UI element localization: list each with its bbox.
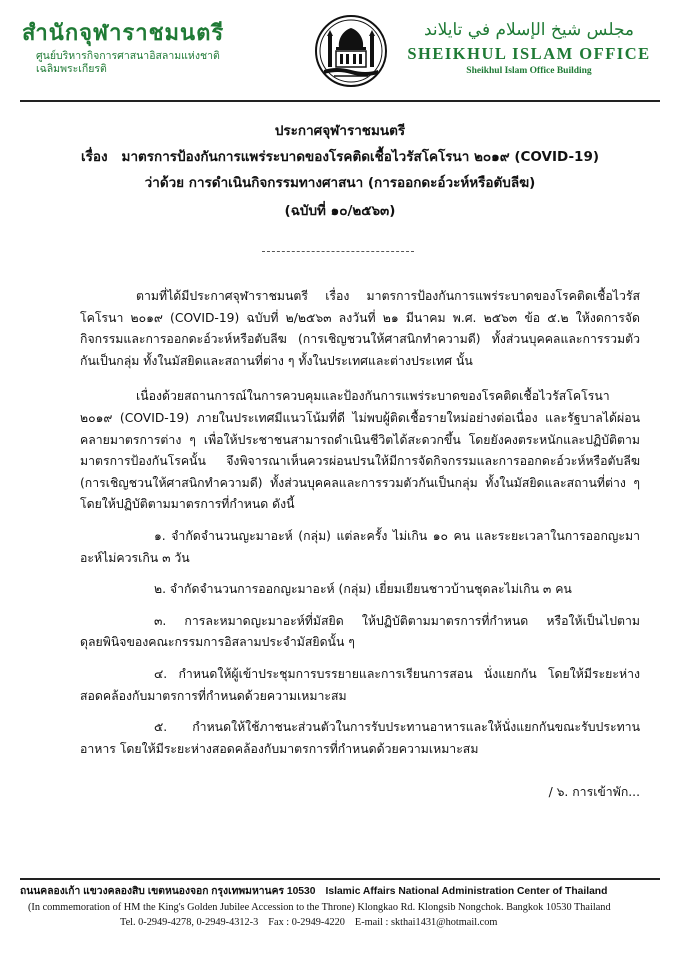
title-line-3: ว่าด้วย การดำเนินกิจกรรมทางศาสนา (การออกดะอ์วะห์หรือตับลีฆ)	[144, 175, 536, 191]
title-subject-text: มาตรการป้องกันการแพร่ระบาดของโรคติดเชื้อไวรัสโคโรนา ๒๐๑๙ (COVID-19)	[121, 149, 600, 165]
measure-item-5: ๕. กำหนดให้ใช้ภาชนะส่วนตัวในการรับประทานอาหารและให้นั่งแยกกันขณะรับประทานอาหาร โดยให้มีระยะห่างสอดคล้องกับมาตรการที่กำหนดด้วยความเหมาะสม	[80, 720, 640, 756]
org-subtitle-1: ศูนย์บริหารกิจการศาสนาอิสลามแห่งชาติ	[36, 50, 220, 62]
letterhead-footer	[20, 884, 660, 931]
letterhead-left	[22, 18, 312, 76]
arabic-calligraphy: مجلس شيخ الإسلام في تايلاند	[423, 20, 635, 40]
measure-item-1: ๑. จำกัดจำนวนญะมาอะห์ (กลุ่ม) แต่ละครั้ง ไม่เกิน ๑๐ คน และระยะเวลาในการออกญะมาอะห์ไม่ควรเกิน ๓ วัน	[80, 528, 640, 565]
continued-marker: / ๖. การเข้าพัก...	[548, 785, 640, 800]
footer-divider	[20, 878, 660, 880]
letterhead-right	[398, 16, 660, 78]
footer-address-thai: ถนนคลองเก้า แขวงคลองสิบ เขตหนองจอก กรุงเทพมหานคร 10530	[20, 886, 316, 897]
footer-contact	[20, 915, 660, 931]
measure-item-2: ๒. จำกัดจำนวนการออกญะมาอะห์ (กลุ่ม) เยี่ยมเยียนชาวบ้านชุดละไม่เกิน ๓ คน	[154, 582, 572, 597]
body-paragraph-1: ตามที่ได้มีประกาศจุฬาราชมนตรี เรื่อง มาตรการป้องกันการแพร่ระบาดของโรคติดเชื้อไวรัสโคโรนา ๒๐๑๙ (COVID-19) ฉบับที่ ๒/๒๕๖๓ ลงวันที่ ๒๑ มีนาคม พ.ศ. ๒๕๖๓ ข้อ ๕.๒ ให้งดการจัดกิจกรรมและการออกดะอ์วะห์หรือตับลีฆ (การเชิญชวนให้ศาสนิกทำความดี) ทั้งส่วนบุคคลและการรวมตัวกันเป็นกลุ่ม ทั้งในมัสยิดและสถานที่ต่าง ๆ ทั้งในประเทศและต่างประเทศ นั้น	[80, 289, 640, 368]
footer-fax: Fax : 0-2949-4220	[268, 917, 345, 928]
measure-item-3: ๓. การละหมาดญะมาอะห์ที่มัสยิด ให้ปฏิบัติตามมาตรการที่กำหนด หรือให้เป็นไปตามดุลยพินิจของคณะกรรมการอิสลามประจำมัสยิดนั้น ๆ	[80, 613, 640, 650]
title-dashed-divider	[262, 251, 414, 252]
office-building-en: Sheikhul Islam Office Building	[466, 66, 592, 76]
office-name-en: SHEIKHUL ISLAM OFFICE	[407, 44, 651, 63]
footer-tel: Tel. 0-2949-4278, 0-2949-4312-3	[120, 917, 259, 928]
announcement-title	[20, 118, 660, 224]
title-line-1: ประกาศจุฬาราชมนตรี	[274, 123, 406, 139]
org-subtitle-2: เฉลิมพระเกียรติ	[36, 63, 107, 75]
announcement-body	[80, 286, 640, 804]
header-divider	[20, 100, 660, 102]
measure-item-4: ๔. กำหนดให้ผู้เข้าประชุมการบรรยายและการเรียนการสอน นั่งแยกกัน โดยให้มีระยะห่างสอดคล้องกับมาตรการที่กำหนดด้วยความเหมาะสม	[80, 666, 640, 703]
mosque-seal-icon	[314, 14, 388, 88]
footer-commemoration: (In commemoration of HM the King's Golden Jubilee Accession to the Throne) Klongkao Rd. Klongsib Nongchok. Bangkok 10530 Thailand	[28, 901, 611, 913]
org-name-thai: สำนักจุฬาราชมนตรี	[22, 21, 225, 46]
footer-center-name: Islamic Affairs National Administration Center of Thailand	[325, 886, 608, 897]
title-subject-label: เรื่อง	[80, 149, 108, 165]
title-line-4: (ฉบับที่ ๑๐/๒๕๖๓)	[284, 203, 396, 219]
title-line-2	[20, 144, 660, 170]
footer-email: E-mail : skthai1431@hotmail.com	[354, 917, 498, 928]
body-paragraph-2: เนื่องด้วยสถานการณ์ในการควบคุมและป้องกันการแพร่ระบาดของโรคติดเชื้อไวรัสโคโรนา ๒๐๑๙ (COVID-19) ภายในประเทศมีแนวโน้มที่ดี ไม่พบผู้ติดเชื้อรายใหม่อย่างต่อเนื่อง และรัฐบาลได้ผ่อนคลายมาตรการต่าง ๆ เพื่อให้ประชาชนสามารถดำเนินชีวิตได้สะดวกขึ้น โดยยังคงตระหนักและปฏิบัติตามมาตรการป้องกันโรคนั้น จึงพิจารณาเห็นควรผ่อนปรนให้มีการจัดกิจกรรมและการออกดะอ์วะห์หรือตับลีฆ (การเชิญชวนให้ศาสนิกทำความดี) ทั้งส่วนบุคคลและการรวมตัวกันเป็นกลุ่ม ทั้งในมัสยิดและสถานที่ต่าง ๆ โดยให้ปฏิบัติตามมาตรการที่กำหนด ดังนี้	[80, 389, 640, 512]
footer-line-1	[20, 884, 660, 900]
